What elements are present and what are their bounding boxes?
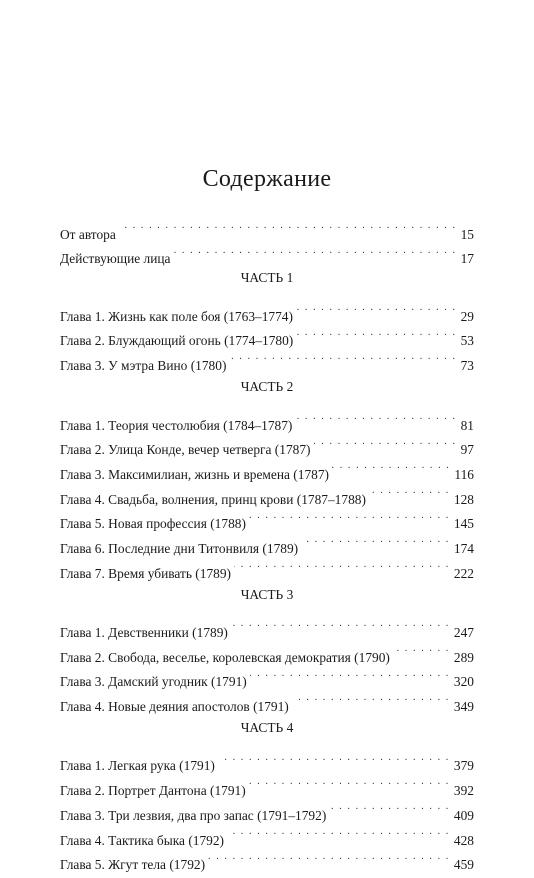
dot-leader <box>301 528 450 553</box>
entry-page-number: 428 <box>453 832 474 848</box>
entry-page-number: 320 <box>453 674 474 690</box>
entry-page-number: 97 <box>460 442 474 458</box>
entry-label: Глава 4. Свадьба, волнения, принц крови (1787–1788) <box>60 491 366 507</box>
entry-page-number: 379 <box>453 758 474 774</box>
dot-leader <box>332 454 450 479</box>
dot-leader <box>227 820 450 845</box>
entry-label: Глава 2. Свобода, веселье, королевская демократия (1790) <box>60 649 390 665</box>
dot-leader <box>229 345 456 370</box>
entry-page-number: 116 <box>454 466 474 482</box>
entry-label: Глава 3. Дамский угодник (1791) <box>60 674 247 690</box>
page-title: Содержание <box>202 166 332 192</box>
entry-page-number: 15 <box>460 226 474 242</box>
dot-leader <box>249 770 450 795</box>
entry-page-number: 128 <box>453 491 474 507</box>
entry-page-number: 53 <box>460 333 474 349</box>
part-heading-4: ЧАСТЬ 4 <box>240 720 294 736</box>
entry-page-number: 17 <box>460 251 474 267</box>
dot-leader <box>250 662 450 687</box>
dot-leader <box>296 296 457 321</box>
entry-page-number: 247 <box>453 625 474 640</box>
entry-label: Глава 1. Теория честолюбия (1784–1787) <box>60 417 293 433</box>
entry-label: От автора <box>60 226 116 242</box>
entry-label: Глава 6. Последние дни Титонвиля (1789) <box>60 540 299 556</box>
entry-page-number: 289 <box>453 649 474 665</box>
dot-leader <box>329 795 450 820</box>
entry-page-number: 349 <box>453 699 474 715</box>
entry-label: Глава 3. Максимилиан, жизнь и времена (1787) <box>60 466 329 482</box>
dot-leader <box>369 479 450 504</box>
toc-entry <box>60 296 474 324</box>
entry-label: Глава 5. Новая профессия (1788) <box>60 516 246 532</box>
entry-page-number: 81 <box>460 417 474 433</box>
entry-label: Глава 4. Тактика быка (1792) <box>60 832 225 848</box>
entry-label: Глава 2. Улица Конде, вечер четверга (1787) <box>60 442 311 458</box>
dot-leader <box>314 430 457 455</box>
dot-leader <box>249 504 450 529</box>
toc-entry <box>60 746 474 774</box>
entry-page-number: 174 <box>453 540 474 556</box>
toc-entry-front-1 <box>60 239 474 267</box>
entry-label: Глава 1. Легкая рука (1791) <box>60 758 215 774</box>
dot-leader <box>295 405 456 430</box>
part-heading-1: ЧАСТЬ 1 <box>240 270 294 286</box>
entry-label: Глава 1. Жизнь как поле боя (1763–1774) <box>60 308 293 324</box>
toc-entry <box>60 612 474 640</box>
part-heading-3: ЧАСТЬ 3 <box>240 586 294 602</box>
entry-label: Глава 7. Время убивать (1789) <box>60 565 231 581</box>
entry-label: Глава 2. Блуждающий огонь (1774–1780) <box>60 333 294 349</box>
entry-label: Глава 3. У мэтра Вино (1780) <box>60 358 227 374</box>
dot-leader <box>119 214 457 239</box>
entry-page-number: 459 <box>453 857 474 873</box>
entry-label: Глава 1. Девственники (1789) <box>60 625 228 640</box>
dot-leader <box>174 239 457 264</box>
dot-leader <box>218 746 450 771</box>
dot-leader <box>292 686 450 711</box>
dot-leader <box>208 845 450 870</box>
dot-leader <box>231 612 450 637</box>
entry-label: Действующие лица <box>60 251 171 267</box>
dot-leader <box>234 553 450 578</box>
entry-label: Глава 4. Новые деяния апостолов (1791) <box>60 699 289 715</box>
part-heading-2: ЧАСТЬ 2 <box>240 379 294 395</box>
dot-leader <box>393 637 450 662</box>
entry-label: Глава 3. Три лезвия, два про запас (1791–1792) <box>60 807 327 823</box>
entry-page-number: 222 <box>453 565 474 581</box>
entry-label: Глава 5. Жгут тела (1792) <box>60 857 206 873</box>
table-of-contents <box>60 214 474 873</box>
entry-page-number: 409 <box>453 807 474 823</box>
entry-page-number: 392 <box>453 783 474 799</box>
entry-page-number: 73 <box>460 358 474 374</box>
dot-leader <box>296 321 456 346</box>
entry-label: Глава 2. Портрет Дантона (1791) <box>60 783 246 799</box>
entry-page-number: 29 <box>460 308 474 324</box>
toc-entry <box>60 405 474 433</box>
toc-entry-front-0 <box>60 214 474 242</box>
entry-page-number: 145 <box>453 516 474 532</box>
